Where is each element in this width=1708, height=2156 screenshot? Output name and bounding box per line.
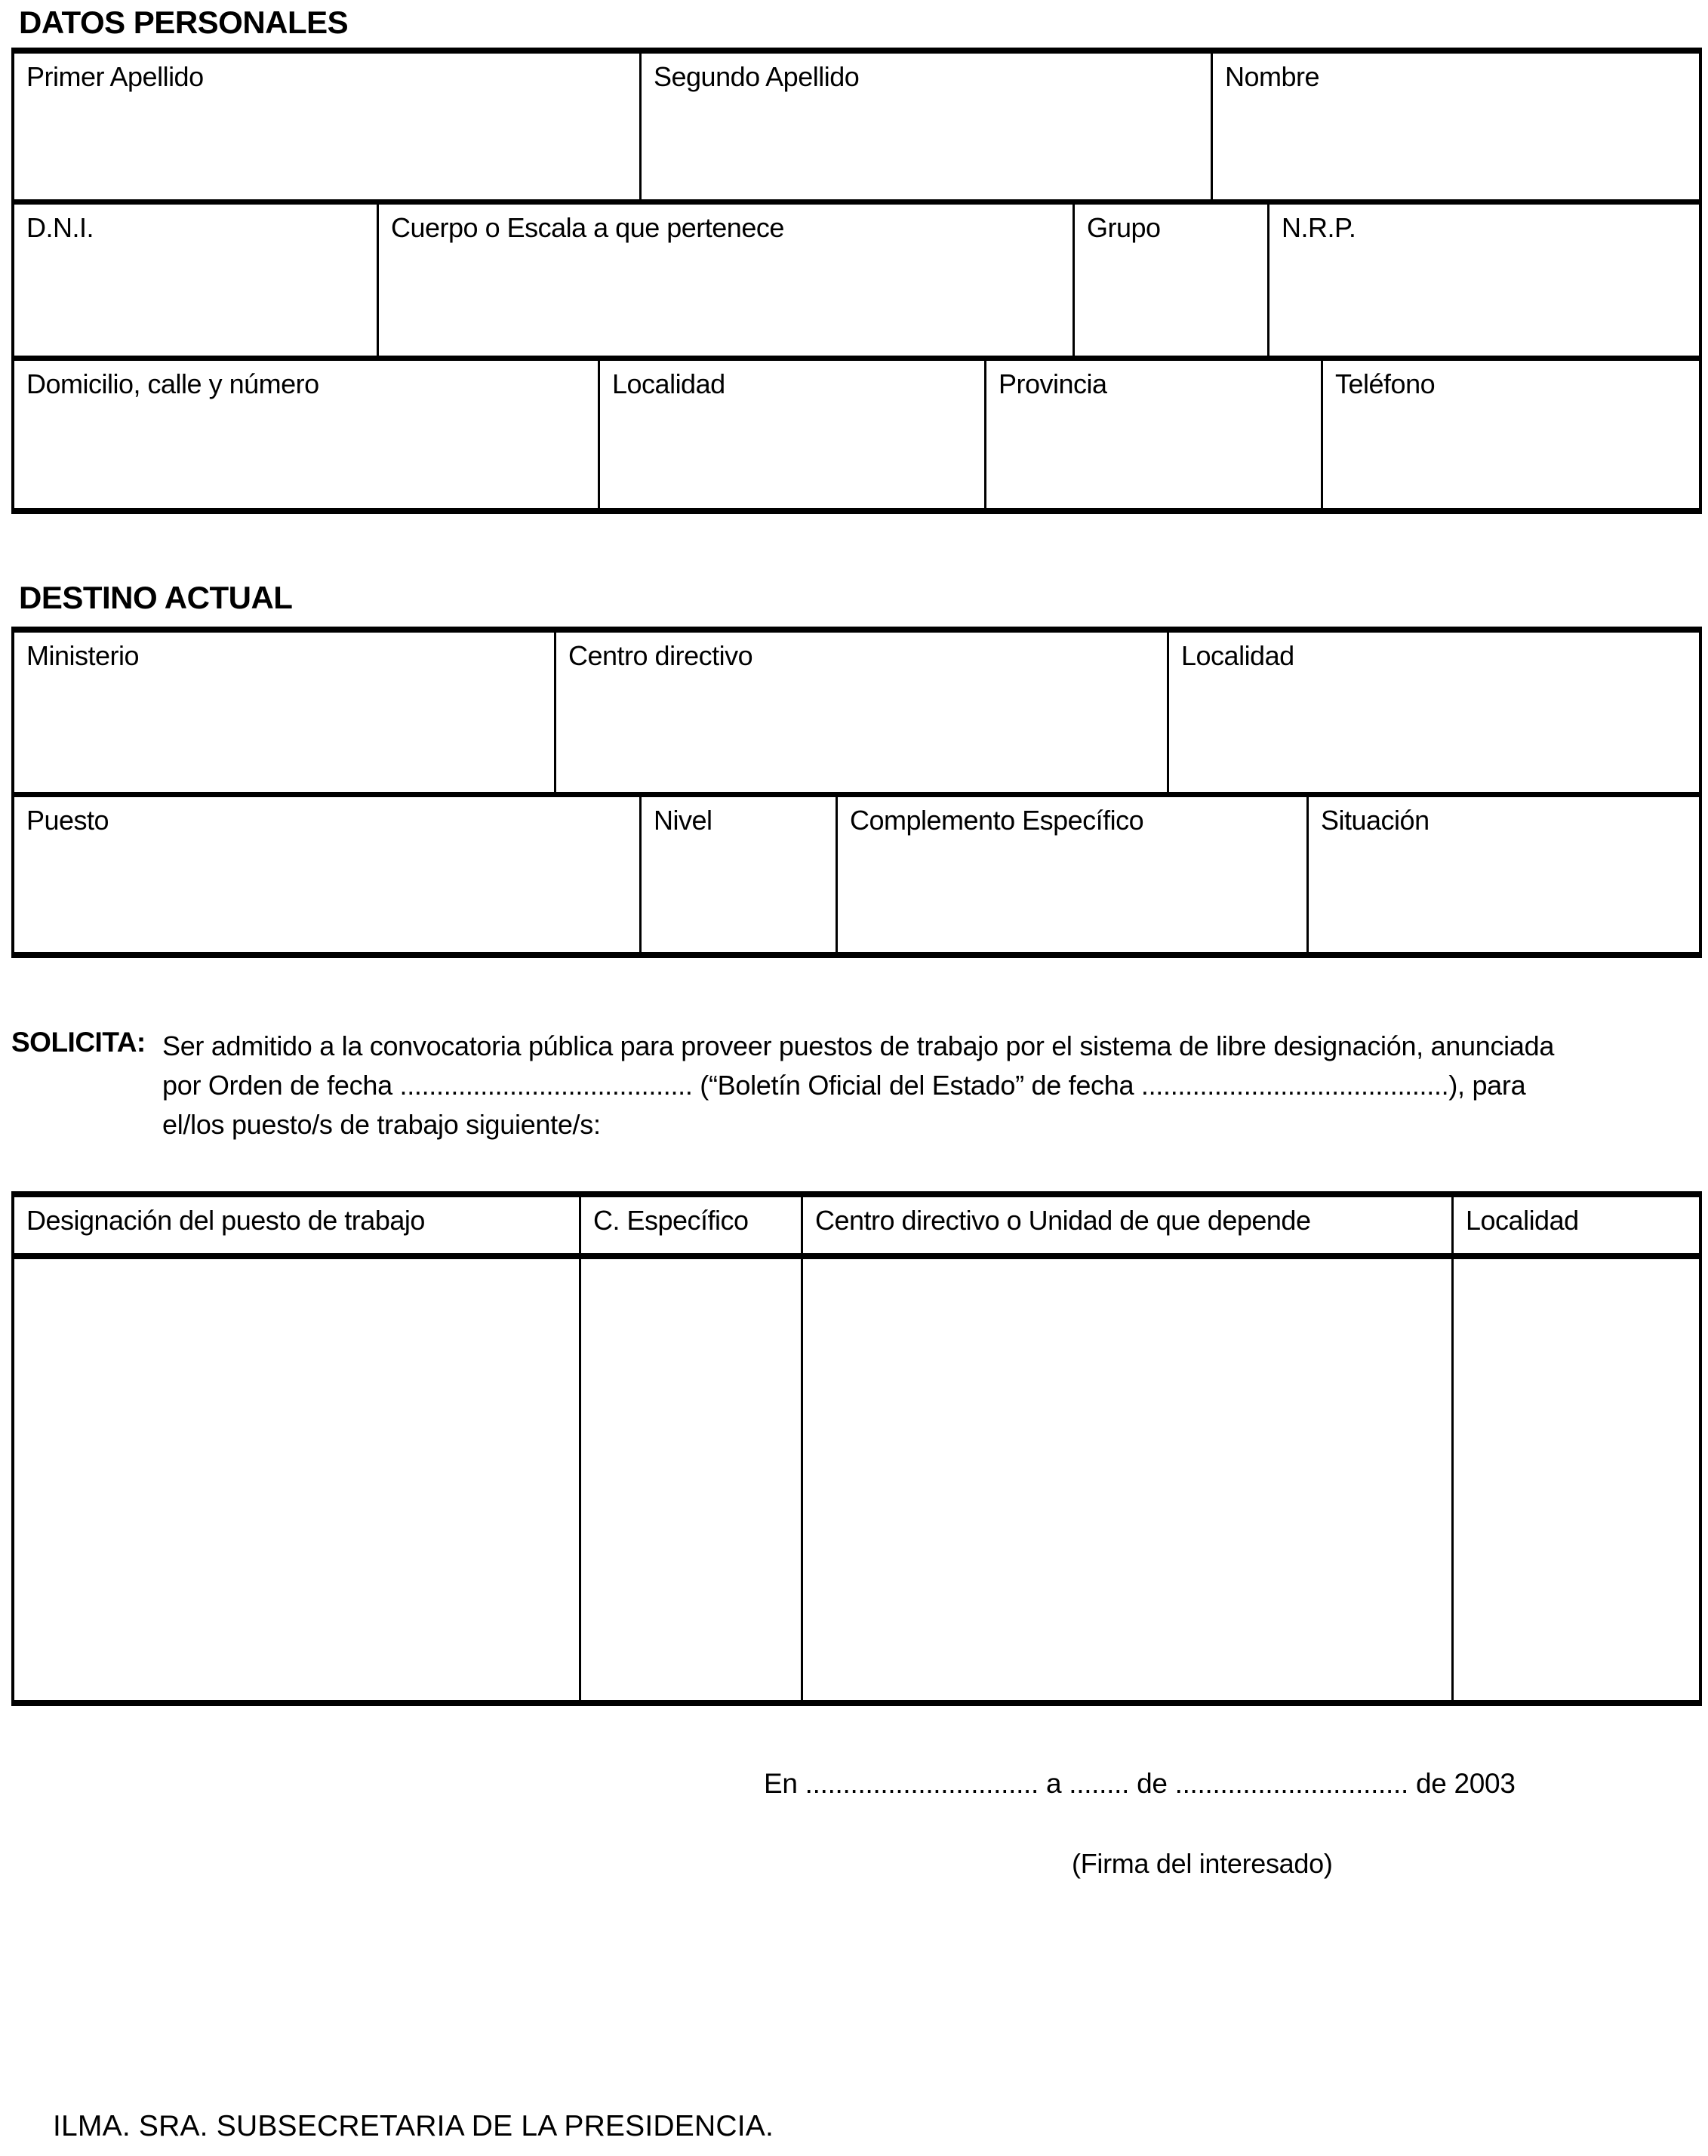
field-nombre — [1211, 54, 1699, 199]
field-label: Nivel — [654, 805, 712, 836]
field-ministerio — [14, 633, 554, 792]
solicita-body — [162, 1027, 1668, 1144]
section-heading-destino-actual: DESTINO ACTUAL — [19, 580, 293, 615]
column-header-label: Centro directivo o Unidad de que depende — [815, 1205, 1311, 1236]
field-provincia — [984, 361, 1321, 508]
empty-cell-localidad — [1451, 1259, 1699, 1700]
field-label: Primer Apellido — [26, 61, 204, 92]
solicita-label: SOLICITA: — [11, 1027, 146, 1058]
field-label: Centro directivo — [568, 640, 753, 671]
field-label: Ministerio — [26, 640, 140, 671]
section-heading-datos-personales: DATOS PERSONALES — [19, 5, 349, 40]
field-label: Complemento Específico — [850, 805, 1144, 836]
addressee-line: ILMA. SRA. SUBSECRETARIA DE LA PRESIDENCIA. — [53, 2110, 774, 2142]
date-line: En ............................... a ........ de ............................... de 2003 — [764, 1768, 1516, 1799]
field-label: Grupo — [1087, 212, 1161, 243]
field-puesto — [14, 797, 639, 952]
column-header-label: C. Específico — [593, 1205, 749, 1236]
table-row — [14, 54, 1699, 199]
field-label: N.R.P. — [1282, 212, 1356, 243]
column-header-designacion — [14, 1197, 579, 1253]
field-situacion — [1306, 797, 1699, 952]
field-complemento-especifico — [836, 797, 1306, 952]
empty-cell-centro-directivo — [801, 1259, 1451, 1700]
field-nivel — [639, 797, 836, 952]
field-cuerpo-escala — [377, 205, 1073, 356]
datos-personales-table — [11, 48, 1702, 514]
signature-caption: (Firma del interesado) — [1072, 1848, 1333, 1879]
table-row — [14, 792, 1699, 952]
solicita-line-2: por Orden de fecha ........................................ (“Boletín Oficial del Estado” de fecha ..........................................), para — [162, 1070, 1526, 1101]
column-header-c-especifico — [579, 1197, 801, 1253]
field-label: Puesto — [26, 805, 109, 836]
field-segundo-apellido — [639, 54, 1211, 199]
field-label: Localidad — [1181, 640, 1294, 671]
field-label: Situación — [1321, 805, 1429, 836]
field-dni — [14, 205, 377, 356]
solicita-line-3: el/los puesto/s de trabajo siguiente/s: — [162, 1109, 601, 1140]
field-grupo — [1073, 205, 1267, 356]
column-header-localidad — [1451, 1197, 1699, 1253]
field-label: Domicilio, calle y número — [26, 368, 319, 399]
field-label: Cuerpo o Escala a que pertenece — [391, 212, 784, 243]
empty-cell-c-especifico — [579, 1259, 801, 1700]
field-label: Segundo Apellido — [654, 61, 860, 92]
destino-actual-table — [11, 627, 1702, 958]
puestos-solicitados-table — [11, 1191, 1702, 1706]
solicita-paragraph — [11, 1027, 1668, 1144]
column-header-centro-directivo — [801, 1197, 1451, 1253]
field-domicilio — [14, 361, 598, 508]
field-label: Provincia — [999, 368, 1107, 399]
solicita-line-1: Ser admitido a la convocatoria pública para proveer puestos de trabajo por el sistema de libre designación, anunciada — [162, 1030, 1555, 1061]
field-primer-apellido — [14, 54, 639, 199]
field-label: D.N.I. — [26, 212, 94, 243]
table-row — [14, 633, 1699, 792]
field-telefono — [1321, 361, 1699, 508]
table-header-row — [14, 1197, 1699, 1253]
column-header-label: Localidad — [1466, 1205, 1579, 1236]
table-row — [14, 199, 1699, 356]
table-body-row — [14, 1253, 1699, 1700]
column-header-label: Designación del puesto de trabajo — [26, 1205, 425, 1236]
field-label: Teléfono — [1335, 368, 1436, 399]
table-row — [14, 356, 1699, 508]
field-localidad-destino — [1167, 633, 1699, 792]
field-nrp — [1267, 205, 1699, 356]
field-label: Nombre — [1225, 61, 1320, 92]
empty-cell-designacion — [14, 1259, 579, 1700]
field-label: Localidad — [612, 368, 725, 399]
field-localidad — [598, 361, 984, 508]
field-centro-directivo — [554, 633, 1167, 792]
